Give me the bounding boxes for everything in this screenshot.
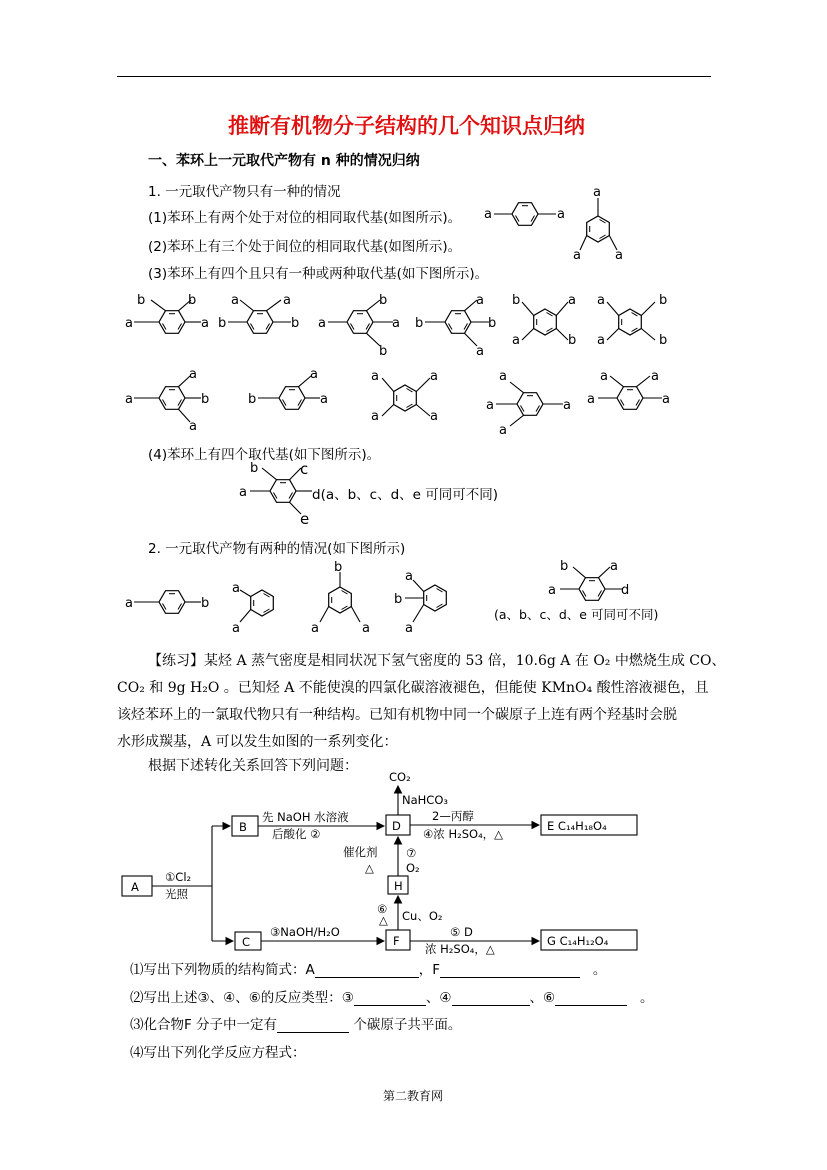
svg-text:b: b — [659, 333, 668, 348]
svg-text:a: a — [662, 392, 670, 407]
svg-text:b: b — [488, 316, 497, 331]
svg-text:a: a — [232, 621, 240, 636]
svg-text:a: a — [548, 583, 556, 598]
case-1: (1)苯环上有两个处于对位的相同取代基(如图所示)。 — [148, 210, 462, 226]
question-1: ⑴写出下列物质的结构简式：A ，F 。 — [130, 962, 607, 978]
svg-text:b: b — [415, 316, 424, 331]
svg-text:a: a — [476, 344, 484, 359]
practice-line-1: 【练习】某烃 A 蒸气密度是相同状况下氢气密度的 53 倍，10.6g A 在 O₂ 中燃烧生成 CO、 — [148, 653, 726, 669]
svg-text:b: b — [394, 592, 403, 607]
svg-text:a: a — [568, 293, 576, 308]
label-E: E C₁₄H₁₈O₄ — [547, 819, 607, 833]
svg-text:a: a — [597, 333, 605, 348]
label-G: G C₁₄H₁₂O₄ — [547, 934, 609, 948]
svg-text:a: a — [512, 333, 520, 348]
svg-text:b: b — [201, 392, 210, 407]
svg-text:⑤ D: ⑤ D — [450, 925, 473, 939]
svg-text:b: b — [291, 316, 300, 331]
svg-text:c: c — [300, 460, 309, 478]
svg-text:b: b — [137, 293, 146, 308]
svg-text:b: b — [659, 293, 668, 308]
svg-text:e: e — [300, 510, 310, 528]
svg-text:a: a — [232, 581, 240, 596]
svg-text:a: a — [430, 409, 438, 424]
svg-text:a: a — [405, 621, 413, 636]
svg-text:a: a — [320, 392, 328, 407]
svg-text:a: a — [371, 369, 379, 384]
label-C: C — [242, 935, 251, 949]
svg-text:催化剂: 催化剂 — [343, 845, 378, 859]
item-2-note: (a、b、c、d、e 可同可不同) — [494, 607, 659, 622]
svg-text:b: b — [334, 560, 343, 575]
svg-text:a: a — [610, 559, 618, 574]
svg-text:⑥: ⑥ — [377, 902, 388, 916]
svg-text:Cu、O₂: Cu、O₂ — [402, 909, 443, 923]
practice-line-5: 根据下述转化关系回答下列问题： — [148, 758, 358, 774]
svg-text:b: b — [568, 333, 577, 348]
svg-text:△: △ — [365, 861, 374, 875]
svg-text:⑦: ⑦ — [406, 846, 417, 860]
answer-blank-count[interactable] — [277, 1016, 349, 1033]
svg-text:③NaOH/H₂O: ③NaOH/H₂O — [270, 925, 340, 939]
svg-text:后酸化 ②: 后酸化 ② — [272, 827, 321, 841]
svg-text:a: a — [318, 316, 326, 331]
section-heading: 一、苯环上一元取代产物有 n 种的情况归纳 — [148, 153, 420, 169]
svg-text:a: a — [189, 419, 197, 434]
svg-text:a: a — [392, 316, 400, 331]
svg-text:b: b — [512, 293, 521, 308]
svg-text:a: a — [362, 621, 370, 636]
svg-text:a: a — [371, 409, 379, 424]
answer-blank-6[interactable] — [555, 989, 627, 1006]
svg-text:a: a — [311, 621, 319, 636]
svg-text:b: b — [379, 344, 388, 359]
item-2: 2. 一元取代产物有两种的情况(如下图所示) — [148, 541, 406, 557]
svg-text:a: a — [587, 392, 595, 407]
case-2: (2)苯环上有三个处于间位的相同取代基(如图所示)。 — [148, 239, 462, 255]
svg-text:CO₂: CO₂ — [389, 770, 411, 784]
svg-text:a: a — [484, 207, 492, 222]
label-A: A — [131, 880, 139, 894]
case-3: (3)苯环上有四个且只有一种或两种取代基(如下图所示)。 — [148, 266, 489, 282]
label-B: B — [239, 820, 247, 834]
svg-text:a: a — [125, 392, 133, 407]
label-H: H — [394, 879, 403, 893]
svg-text:a: a — [486, 398, 494, 413]
svg-text:a: a — [600, 369, 608, 384]
case-4: (4)苯环上有四个取代基(如下图所示)。 — [148, 447, 381, 463]
svg-text:b: b — [250, 461, 259, 476]
svg-text:b: b — [218, 316, 227, 331]
practice-line-4: 水形成羰基，A 可以发生如图的一系列变化： — [117, 734, 398, 750]
answer-blank-3[interactable] — [354, 989, 426, 1006]
svg-text:NaHCO₃: NaHCO₃ — [402, 793, 448, 807]
question-2: ⑵写出上述③、④、⑥的反应类型：③ 、④ 、⑥ 。 — [130, 990, 654, 1006]
practice-line-3: 该烃苯环上的一氯取代物只有一种结构。已知有机物中同一个碳原子上连有两个羟基时会脱 — [117, 707, 677, 723]
answer-blank-A[interactable] — [315, 961, 419, 978]
svg-text:a: a — [651, 369, 659, 384]
question-3: ⑶化合物F 分子中一定有 个碳原子共平面。 — [130, 1017, 462, 1033]
svg-text:2—丙醇: 2—丙醇 — [432, 809, 474, 823]
svg-text:a: a — [557, 207, 565, 222]
svg-text:a: a — [283, 293, 291, 308]
answer-blank-4[interactable] — [452, 989, 530, 1006]
answer-blank-F[interactable] — [440, 961, 580, 978]
svg-text:a: a — [405, 569, 413, 584]
svg-text:a: a — [597, 293, 605, 308]
svg-text:a: a — [615, 248, 623, 263]
svg-text:先 NaOH 水溶液: 先 NaOH 水溶液 — [262, 810, 349, 824]
svg-text:a: a — [476, 293, 484, 308]
case-4-note: d(a、b、c、d、e 可同可不同) — [312, 487, 499, 503]
svg-text:a: a — [201, 316, 209, 331]
svg-text:a: a — [573, 248, 581, 263]
svg-text:a: a — [563, 398, 571, 413]
question-4: ⑷写出下列化学反应方程式： — [130, 1045, 306, 1061]
svg-text:a: a — [125, 316, 133, 331]
svg-text:a: a — [499, 369, 507, 384]
svg-text:光照: 光照 — [165, 887, 188, 901]
svg-text:b: b — [188, 293, 197, 308]
svg-text:a: a — [310, 367, 318, 382]
svg-text:a: a — [499, 423, 507, 438]
svg-text:b: b — [560, 559, 569, 574]
svg-text:a: a — [125, 596, 133, 611]
page-title: 推断有机物分子结构的几个知识点归纳 — [228, 113, 585, 138]
label-D: D — [392, 819, 401, 833]
svg-text:b: b — [379, 293, 388, 308]
svg-text:b: b — [201, 596, 210, 611]
svg-text:a: a — [239, 485, 247, 500]
svg-text:浓 H₂SO₄，△: 浓 H₂SO₄，△ — [425, 942, 495, 956]
svg-text:△: △ — [379, 913, 388, 927]
footer: 第二教育网 — [383, 1089, 444, 1103]
svg-text:b: b — [248, 392, 257, 407]
svg-text:a: a — [231, 293, 239, 308]
svg-text:a: a — [189, 367, 197, 382]
svg-text:a: a — [593, 185, 601, 200]
svg-text:O₂: O₂ — [406, 861, 420, 875]
svg-text:①Cl₂: ①Cl₂ — [165, 870, 192, 884]
label-F: F — [393, 934, 400, 948]
svg-text:d: d — [621, 583, 630, 598]
item-1: 1. 一元取代产物只有一种的情况 — [148, 184, 341, 200]
svg-text:④浓 H₂SO₄，△: ④浓 H₂SO₄，△ — [423, 827, 504, 841]
svg-text:a: a — [430, 369, 438, 384]
practice-line-2: CO₂ 和 9g H₂O 。已知烃 A 不能使溴的四氯化碳溶液褪色，但能使 KMnO₄ 酸性溶液褪色，且 — [117, 680, 709, 696]
